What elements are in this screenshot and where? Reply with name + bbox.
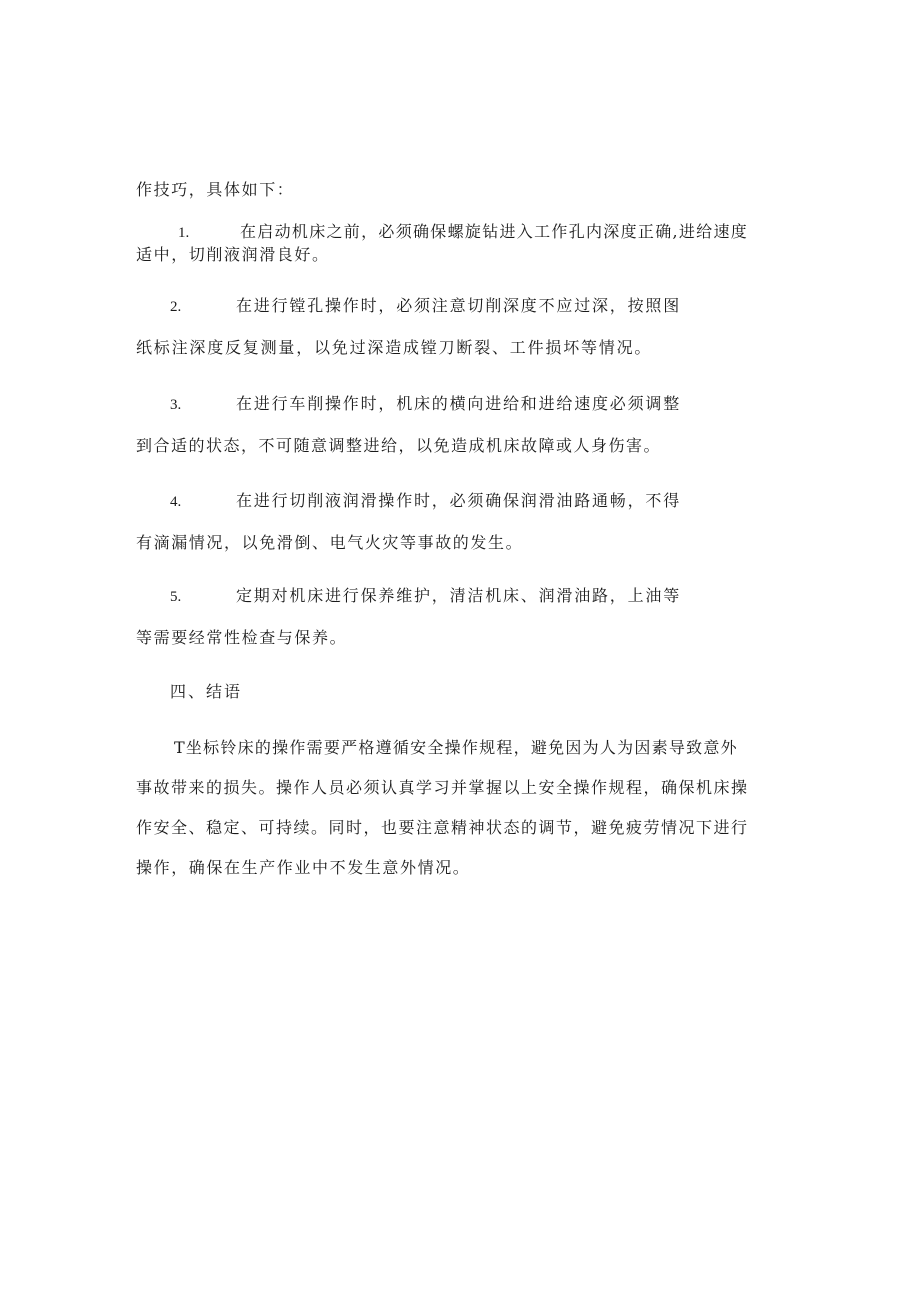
conclusion-line: 事故带来的损失。操作人员必须认真学习并掌握以上安全操作规程，确保机床操 — [136, 778, 749, 797]
list-item-text: 在启动机床之前，必须确保螺旋钻进入工作孔内深度正确,进给速度 — [240, 222, 749, 241]
list-item-text-continued: 适中，切削液润滑良好。 — [136, 245, 330, 264]
list-item-text-continued: 等需要经常性检查与保养。 — [136, 628, 348, 647]
list-item-text: 定期对机床进行保养维护，清洁机床、润滑油路，上油等 — [236, 586, 682, 605]
list-item-text-continued: 到合适的状态，不可随意调整进给，以免造成机床故障或人身伤害。 — [136, 436, 662, 455]
intro-text: 作技巧，具体如下： — [136, 180, 295, 199]
conclusion-line: 操作，确保在生产作业中不发生意外情况。 — [136, 858, 471, 877]
list-item-number: 5. — [170, 589, 182, 605]
list-item-number: 1. — [178, 225, 190, 241]
conclusion-line: 作安全、稳定、可持续。同时，也要注意精神状态的调节，避免疲劳情况下进行 — [136, 818, 749, 837]
list-item-text-continued: 有滴漏情况，以免滑倒、电气火灾等事故的发生。 — [136, 533, 524, 552]
list-item-number: 3. — [170, 397, 182, 413]
section-heading: 四、结语 — [170, 682, 243, 701]
list-item-text: 在进行车削操作时，机床的横向进给和进给速度必须调整 — [236, 394, 682, 413]
list-item-text: 在进行切削液润滑操作时，必须确保润滑油路通畅，不得 — [236, 491, 682, 510]
conclusion-line: T坐标铃床的操作需要严格遵循安全操作规程，避免因为人为因素导致意外 — [174, 738, 738, 757]
list-item-number: 2. — [170, 299, 182, 315]
list-item-text: 在进行镗孔操作时，必须注意切削深度不应过深，按照图 — [236, 296, 682, 315]
list-item-text-continued: 纸标注深度反复测量，以免过深造成镗刀断裂、工件损坏等情况。 — [136, 338, 653, 357]
list-item-number: 4. — [170, 494, 182, 510]
